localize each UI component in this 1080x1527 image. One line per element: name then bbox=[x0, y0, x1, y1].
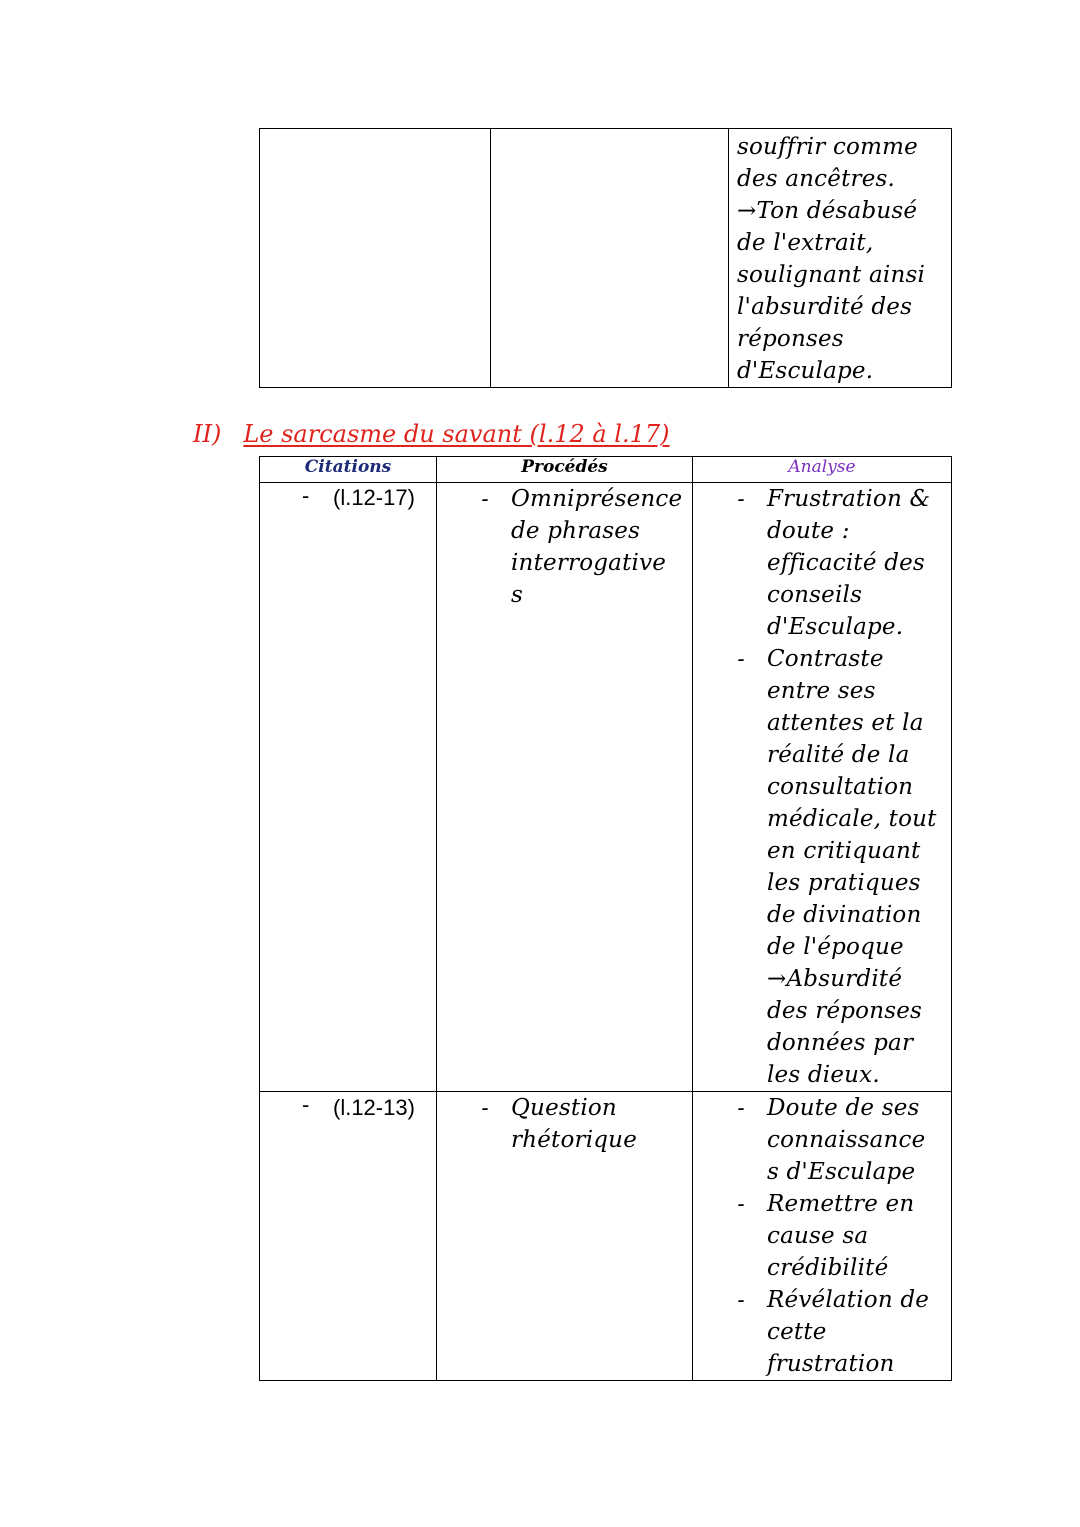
bullet-dash: - bbox=[737, 1095, 745, 1120]
procede-line: Omniprésence bbox=[511, 486, 683, 512]
bullet-dash: - bbox=[737, 1191, 745, 1216]
analyse-line: consultation bbox=[767, 774, 914, 800]
analyse-line: réalité de la bbox=[767, 742, 910, 768]
analysis-cell bbox=[729, 129, 952, 388]
analyse-line: conseils bbox=[767, 582, 863, 608]
analyse-line: Doute de ses bbox=[767, 1095, 920, 1121]
analyse-line: doute : bbox=[767, 518, 850, 544]
analysis-line: de l'extrait, bbox=[737, 230, 874, 256]
table-header-row bbox=[260, 457, 952, 483]
procede-cell bbox=[437, 483, 693, 1092]
analyse-line: cette bbox=[767, 1319, 827, 1345]
analyse-line: Remettre en bbox=[767, 1191, 915, 1217]
analyse-line: attentes et la bbox=[767, 710, 924, 736]
bullet-dash: - bbox=[481, 1095, 489, 1120]
analyse-line: Contraste bbox=[767, 646, 884, 672]
analyse-line: →Absurdité bbox=[767, 966, 903, 992]
analysis-table bbox=[259, 456, 952, 1381]
citation-cell bbox=[260, 1092, 437, 1381]
bullet-dash: - bbox=[302, 483, 310, 508]
analyse-line: entre ses bbox=[767, 678, 876, 704]
analysis-line: réponses bbox=[737, 326, 844, 352]
analyse-line: des réponses bbox=[767, 998, 923, 1024]
analyse-line: Révélation de bbox=[767, 1287, 930, 1313]
analyse-line: de divination bbox=[767, 902, 922, 928]
section-title: Le sarcasme du savant (l.12 à l.17) bbox=[243, 420, 670, 448]
analyse-line: de l'époque bbox=[767, 934, 904, 960]
table-row bbox=[260, 1092, 952, 1381]
analyse-cell bbox=[693, 483, 952, 1092]
analysis-line: souffrir comme bbox=[737, 134, 918, 160]
analysis-line: d'Esculape. bbox=[737, 358, 874, 384]
bullet-dash: - bbox=[737, 646, 745, 671]
bullet-dash: - bbox=[302, 1092, 310, 1117]
analyse-line: d'Esculape. bbox=[767, 614, 904, 640]
table-row bbox=[260, 483, 952, 1092]
bullet-dash: - bbox=[481, 486, 489, 511]
header-citations: Citations bbox=[260, 457, 437, 483]
analyse-line: médicale, tout bbox=[767, 806, 937, 832]
citation-cell bbox=[260, 483, 437, 1092]
analyse-line: Frustration & bbox=[767, 486, 931, 512]
analyse-line: frustration bbox=[767, 1351, 895, 1377]
header-analyse: Analyse bbox=[693, 457, 952, 483]
citation-ref: (l.12-17) bbox=[333, 485, 415, 510]
bullet-dash: - bbox=[737, 1287, 745, 1312]
bullet-dash: - bbox=[737, 486, 745, 511]
continuation-table bbox=[259, 128, 952, 388]
procede-cell bbox=[437, 1092, 693, 1381]
analyse-line: les pratiques bbox=[767, 870, 921, 896]
citation-ref: (l.12-13) bbox=[333, 1095, 415, 1120]
section-number: II) bbox=[193, 420, 222, 448]
analyse-line: s d'Esculape bbox=[767, 1159, 916, 1185]
procede-line: rhétorique bbox=[511, 1127, 638, 1153]
analyse-line: données par bbox=[767, 1030, 914, 1056]
analyse-line: efficacité des bbox=[767, 550, 925, 576]
header-procedes: Procédés bbox=[437, 457, 693, 483]
table-row bbox=[260, 129, 952, 388]
procede-line: s bbox=[511, 582, 524, 608]
analyse-line: en critiquant bbox=[767, 838, 921, 864]
analyse-line: cause sa bbox=[767, 1223, 869, 1249]
analysis-line: l'absurdité des bbox=[737, 294, 913, 320]
procede-line: interrogative bbox=[511, 550, 667, 576]
analysis-line: des ancêtres. bbox=[737, 166, 896, 192]
section-heading bbox=[193, 420, 670, 448]
analyse-cell bbox=[693, 1092, 952, 1381]
analyse-line: connaissance bbox=[767, 1127, 926, 1153]
analysis-line: →Ton désabusé bbox=[737, 198, 918, 224]
analysis-line: soulignant ainsi bbox=[737, 262, 926, 288]
procede-cell bbox=[491, 129, 729, 388]
analyse-line: crédibilité bbox=[767, 1255, 889, 1281]
procede-line: Question bbox=[511, 1095, 617, 1121]
analyse-line: les dieux. bbox=[767, 1062, 880, 1088]
procede-line: de phrases bbox=[511, 518, 641, 544]
citation-cell bbox=[260, 129, 491, 388]
